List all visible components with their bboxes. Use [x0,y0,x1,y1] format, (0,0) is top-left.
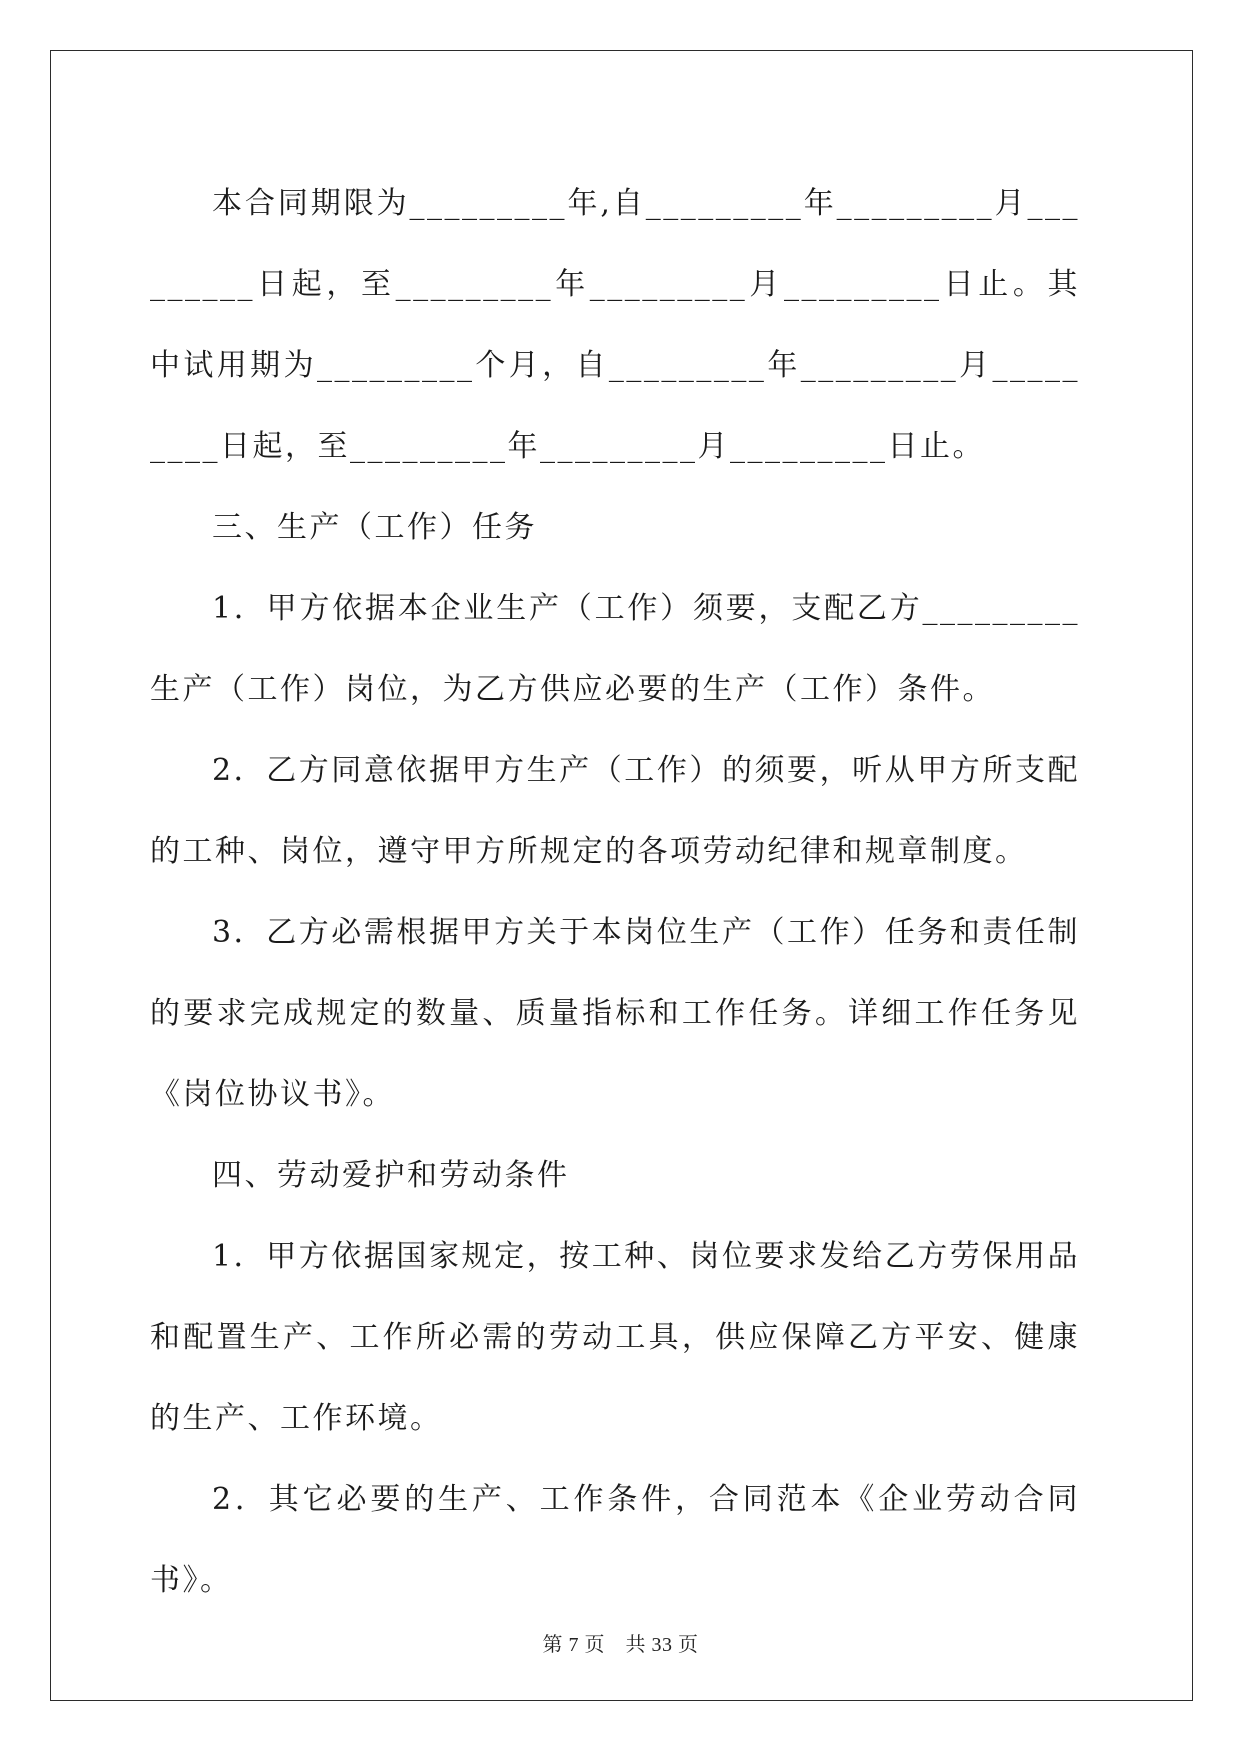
paragraph-task-1: 1．甲方依据本企业生产（工作）须要，支配乙方_________生产（工作）岗位，为乙方供应必要的生产（工作）条件。 [150,591,1080,707]
section-heading-tasks: 三、生产（工作）任务 [212,510,537,545]
paragraph-protection-2: 2．其它必要的生产、工作条件，合同范本《企业劳动合同书》。 [150,1482,1080,1598]
paragraph-protection-1: 1．甲方依据国家规定，按工种、岗位要求发给乙方劳保用品和配置生产、工作所必需的劳动工具，供应保障乙方平安、健康的生产、工作环境。 [150,1239,1080,1436]
paragraph-task-2: 2．乙方同意依据甲方生产（工作）的须要，听从甲方所支配的工种、岗位，遵守甲方所规定的各项劳动纪律和规章制度。 [150,753,1080,869]
paragraph-contract-term: 本合同期限为_________年,自_________年_________月_________日起，至_________年_________月_________日止。其中试用期为_________个月，自_________年_________月_________日起，至_________年_________月_________日止。 [150,186,1080,464]
page-number-footer: 第 7 页 共 33 页 [542,1634,699,1656]
document-body [150,163,1080,1621]
paragraph-task-3: 3．乙方必需根据甲方关于本岗位生产（工作）任务和责任制的要求完成规定的数量、质量指标和工作任务。详细工作任务见《岗位协议书》。 [150,915,1080,1112]
section-heading-labor-protection: 四、劳动爱护和劳动条件 [212,1158,570,1193]
